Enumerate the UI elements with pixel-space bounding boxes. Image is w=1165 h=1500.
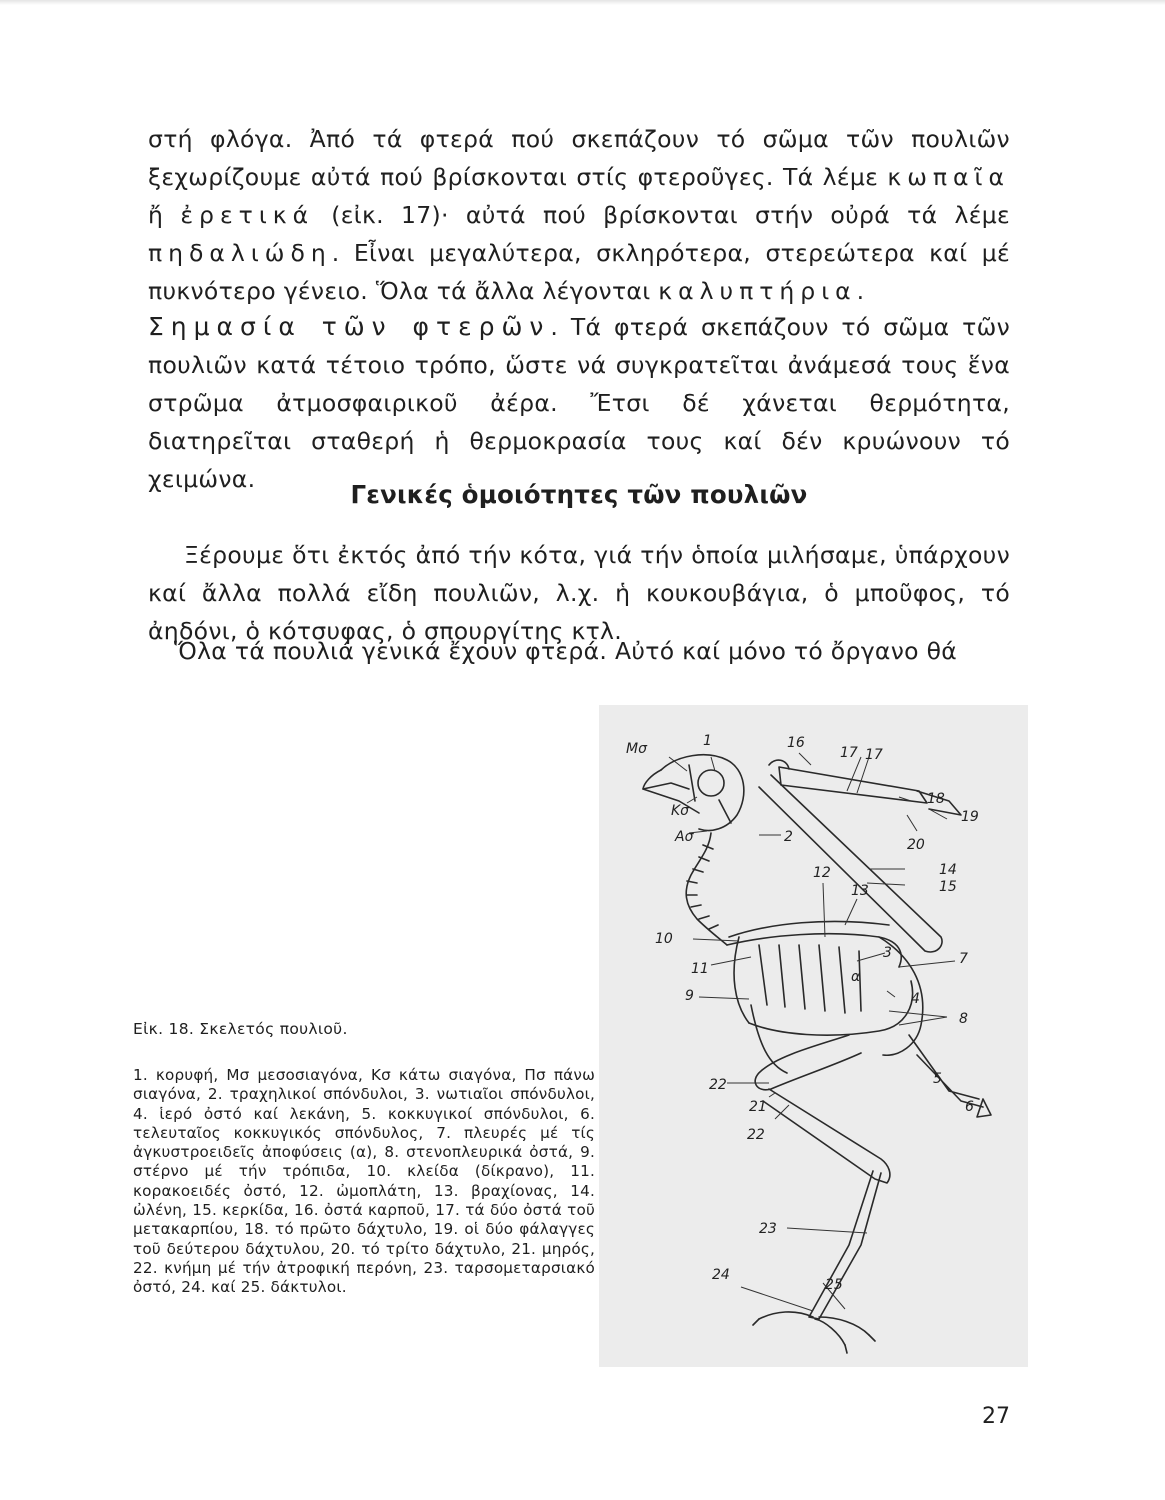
tibia (763, 1089, 890, 1183)
paragraph-all-have-feathers: Ὅλα τά πουλιά γενικά ἔχουν φτερά. Αὐτό καί μόνο τό ὄργανο θά (174, 637, 958, 665)
text-run: ἤ (148, 201, 181, 229)
scan-edge-shadow (0, 0, 1165, 5)
toe-front-1 (815, 1319, 845, 1345)
text-run: . (856, 277, 865, 305)
label-18: 18 (927, 791, 945, 807)
back-line (727, 934, 901, 967)
label-ks: Κσ (671, 803, 690, 819)
label-10: 10 (655, 931, 673, 947)
label-5: 5 (933, 1071, 942, 1087)
run-in-heading: Σημασία τῶν φτερῶν (148, 312, 551, 341)
figure-caption-title: Εἰκ. 18. Σκελετός πουλιοῦ. (133, 1020, 348, 1038)
term-kalyptiria: καλυπτήρια (658, 277, 857, 305)
label-14: 14 (939, 862, 957, 878)
text-run: (εἰκ. 17)· αὐτά πού βρίσκονται στήν οὐρά τά λέμε (314, 201, 1010, 229)
label-8: 8 (959, 1011, 968, 1027)
label-2: 2 (784, 829, 793, 845)
term-kopaia: κωπαῖα (887, 163, 1010, 191)
term-eretika: ἐρετικά (180, 201, 315, 229)
label-4: 4 (911, 991, 920, 1007)
bird-skeleton-figure (599, 705, 1028, 1367)
eye-orbit (698, 770, 724, 796)
term-pidaliodi: πηδαλιώδη (148, 239, 332, 267)
label-as: Ασ (675, 829, 694, 845)
label-6: 6 (965, 1099, 974, 1115)
paragraph-feathers-types (148, 120, 1010, 310)
label-21: 21 (749, 1099, 767, 1115)
paragraph-bird-species: Ξέρουμε ὅτι ἐκτός ἀπό τήν κότα, γιά τήν ὁποία μιλήσαμε, ὑπάρχουν καί ἄλλα πολλά εἴδη πουλιῶν, λ.χ. ἡ κουκουβάγια, ὁ μποῦφος, τό ἀηδόνι, ὁ κότσυφας, ὁ σπουργίτης κτλ. (148, 541, 1010, 645)
label-alpha: α (851, 969, 861, 985)
ribs (759, 945, 861, 1013)
section-heading: Γενικές ὁμοιότητες τῶν πουλιῶν (350, 480, 808, 509)
text-run: . Εἶναι μεγαλύτερα, σκληρότερα, στερεώτερα καί μέ πυκνότερο γένειο. Ὅλα τά ἄλλα λέγονται (148, 239, 1010, 305)
label-17b: 17 (865, 747, 883, 763)
paragraph-feathers-importance (148, 308, 1010, 498)
figure-caption-legend: 1. κορυφή, Μσ μεσοσιαγόνα, Κσ κάτω σιαγόνα, Πσ πάνω σιαγόνα, 2. τραχηλικοί σπόνδυλοι, 3. νωτιαῖοι σπόνδυλοι, 4. ἱερό ὀστό καί λεκάνη, 5. κοκκυγικοί σπόνδυλοι, 6. τελευταῖος κοκκυγικός σπόνδυλος, 7. πλευρές μέ τίς ἀγκυστροειδεῖς ἀποφύσεις (α), 8. στενοπλευρικά ὀστά, 9. στέρνο μέ τήν τρόπιδα, 10. κλείδα (δίκρανο), 11. κορακοειδές ὀστό, 12. ὠμοπλάτη, 13. βραχίονας, 14. ὠλένη, 15. κερκίδα, 16. ὀστά καρποῦ, 17. τά δύο ὀστά τοῦ μετακαρπίου, 18. τό πρῶτο δάχτυλο, 19. οἱ δύο φάλαγγες τοῦ δεύτερου δάχτυλου, 20. τό τρίτο δάχτυλο, 21. μηρός, 22. κνήμη μέ τήν ἀτροφική περόνη, 23. ταρσομεταρσιακό ὀστό, 24. καί 25. δάκτυλοι. (133, 1066, 595, 1297)
label-12: 12 (813, 865, 831, 881)
label-24: 24 (712, 1267, 730, 1283)
label-7: 7 (959, 951, 968, 967)
toe-back (759, 1312, 813, 1319)
label-ms: Μσ (626, 741, 647, 757)
toe-front-2 (819, 1317, 869, 1335)
neck-spine (686, 833, 727, 945)
label-20: 20 (907, 837, 925, 853)
tarsometatarsus (809, 1171, 881, 1319)
label-22a: 22 (709, 1077, 727, 1093)
sternum (749, 981, 913, 1035)
label-22b: 22 (747, 1127, 765, 1143)
label-15: 15 (939, 879, 957, 895)
femur (755, 1035, 861, 1090)
text-run: . Τά φτερά σκεπάζουν τό σῶμα τῶν πουλιῶν κατά τέτοιο τρόπο, ὥστε νά συγκρατεῖται ἀνάμεσά τους ἕνα στρῶμα ἀτμοσφαιρικοῦ ἀέρα. Ἔτσι δέ χάνεται θερμότητα, διατηρεῖται σταθερή ἡ θερμοκρασία τους καί δέν κρυώνουν τό χειμώνα. (148, 313, 1010, 493)
label-11: 11 (691, 961, 709, 977)
label-19: 19 (961, 809, 979, 825)
label-23: 23 (759, 1221, 777, 1237)
upper-beak (643, 770, 689, 789)
label-16: 16 (787, 735, 805, 751)
label-17a: 17 (840, 745, 858, 761)
label-13: 13 (851, 883, 869, 899)
label-9: 9 (685, 988, 694, 1004)
tail-vertebrae (909, 1035, 983, 1107)
label-3: 3 (883, 945, 892, 961)
coracoid (734, 937, 749, 1023)
pygostyle (977, 1099, 991, 1117)
label-25: 25 (825, 1277, 843, 1293)
text-run: στή φλόγα. Ἀπό τά φτερά πού σκεπάζουν τό σῶμα τῶν πουλιῶν ξεχωρίζουμε αὐτά πού βρίσκονται στίς φτεροῦγες. Τά λέμε (148, 125, 1010, 191)
forearm (779, 767, 927, 803)
bird-skeleton-drawing (599, 705, 1028, 1367)
label-1: 1 (703, 733, 712, 749)
page-number: 27 (982, 1404, 1010, 1429)
